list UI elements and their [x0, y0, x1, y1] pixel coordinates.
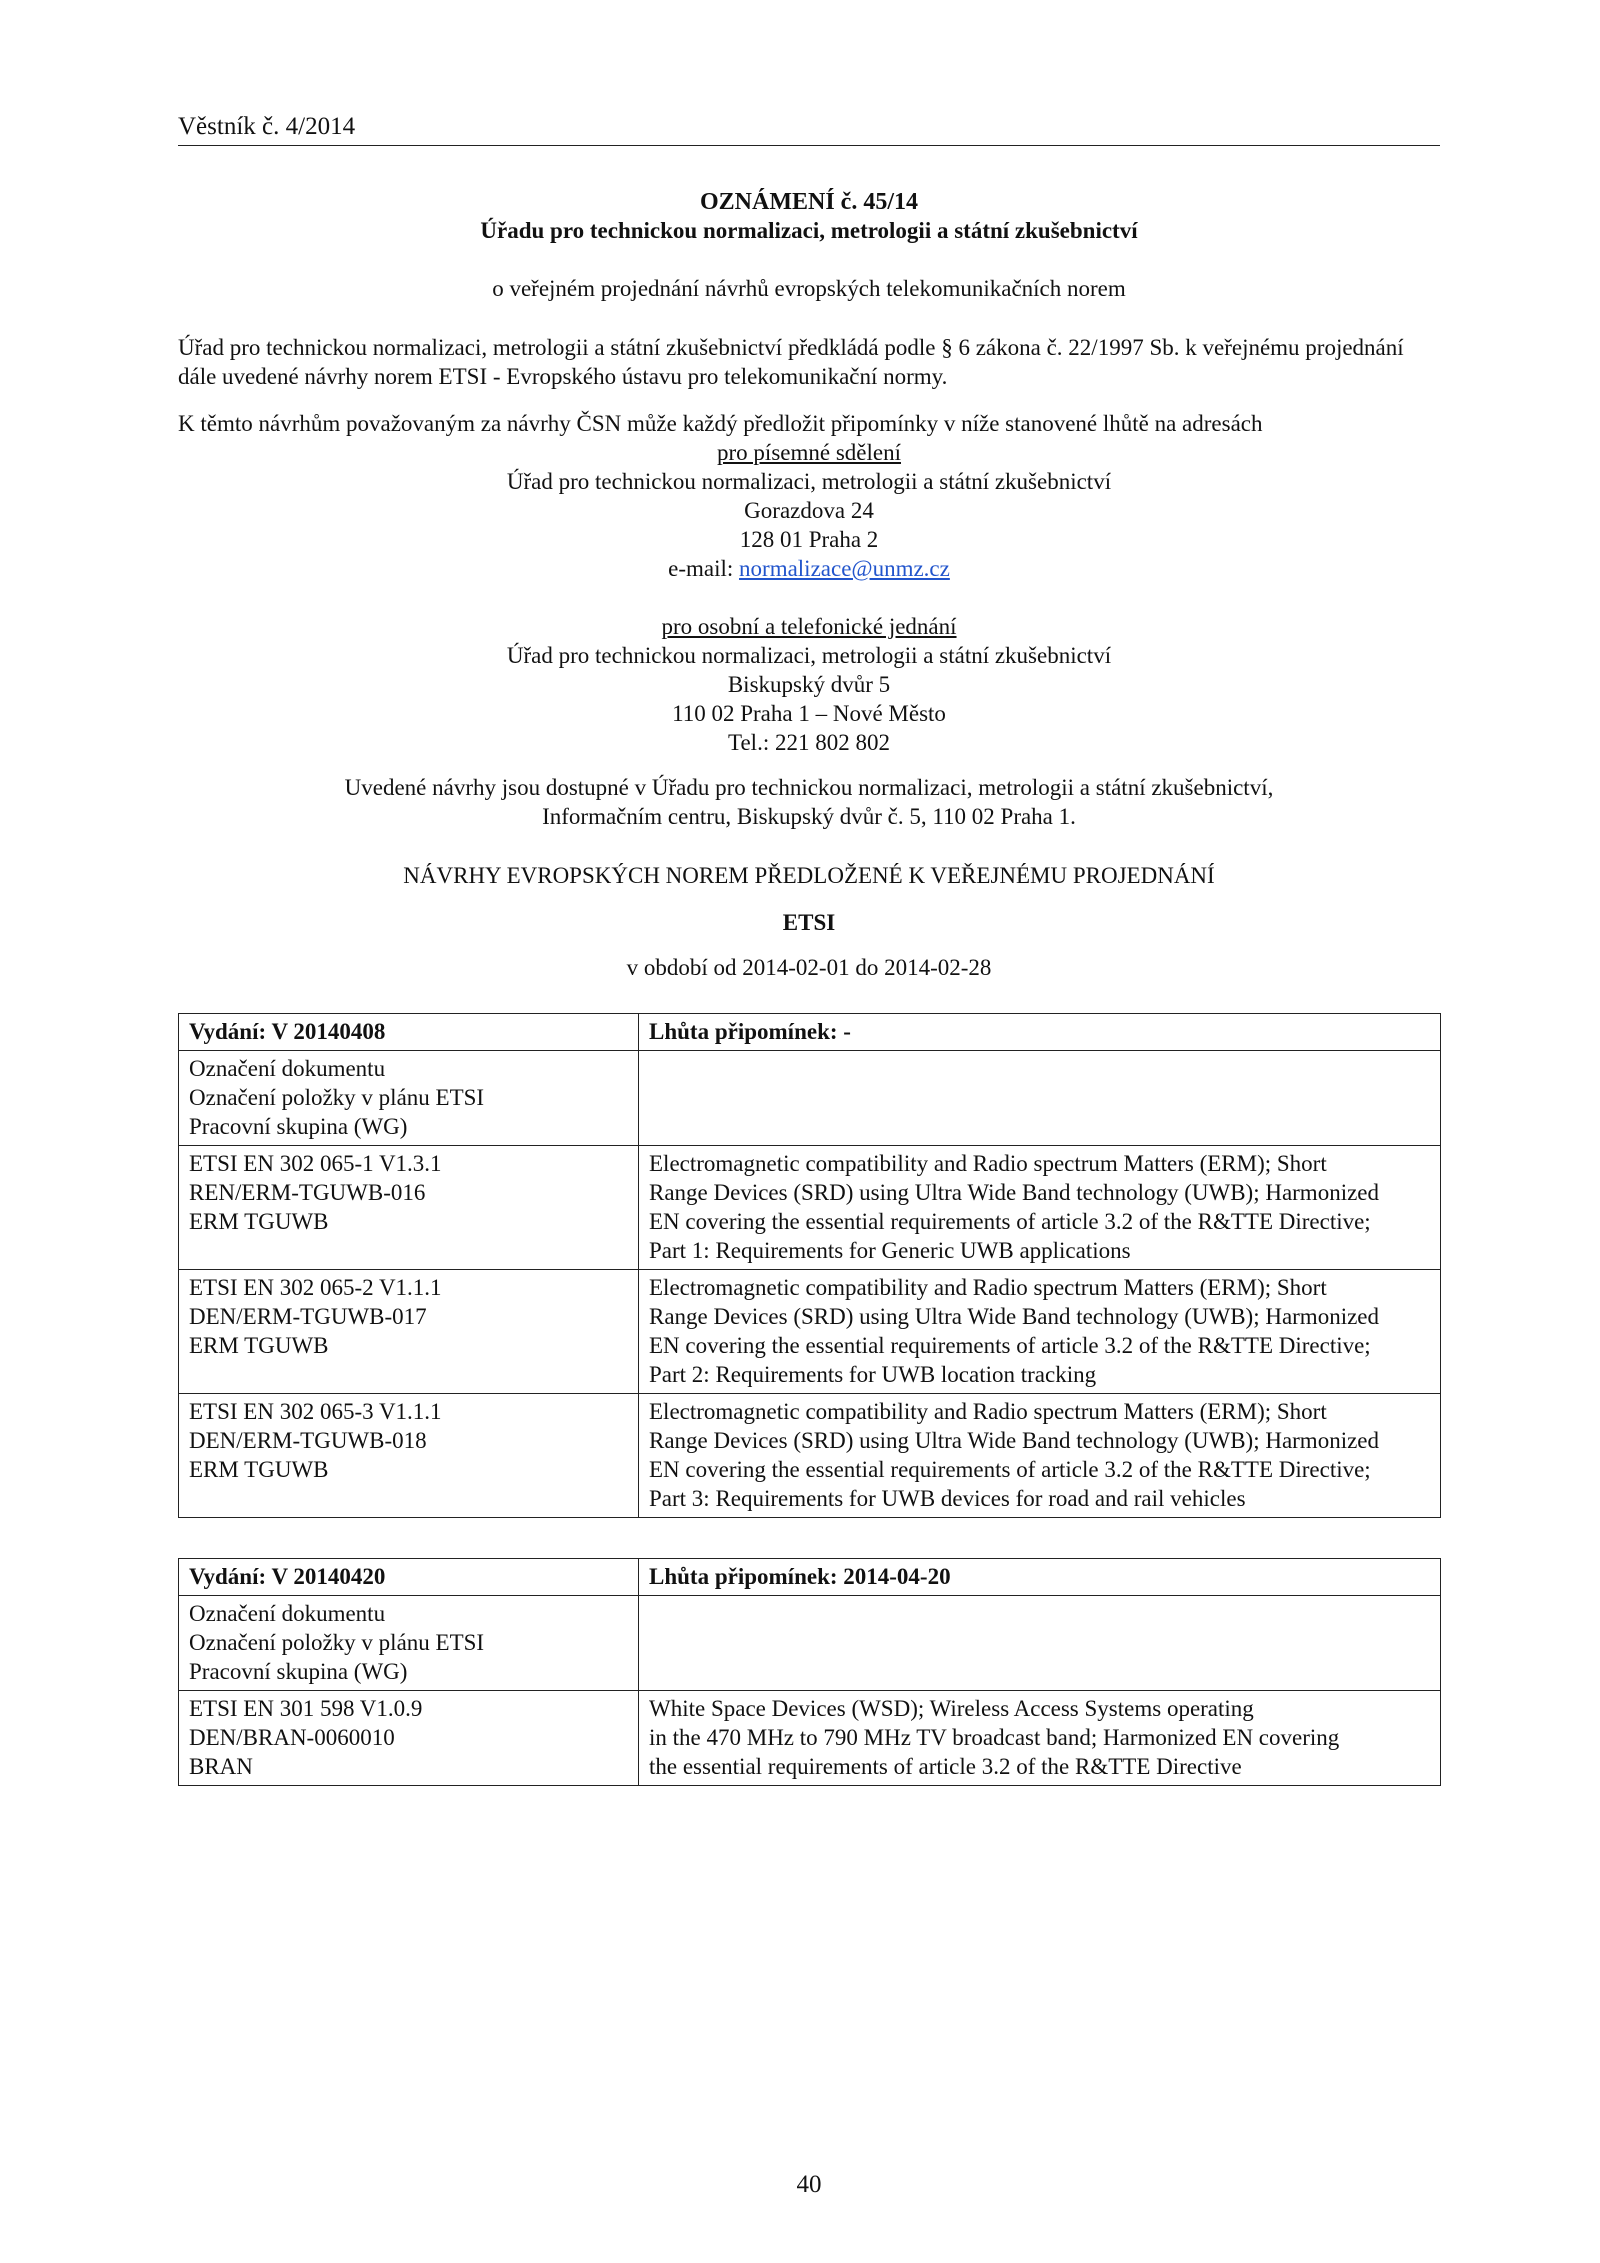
written-contact-city: 128 01 Praha 2	[739, 527, 879, 552]
document-number: ETSI EN 302 065-2 V1.1.1	[189, 1275, 442, 1300]
working-group: BRAN	[189, 1754, 253, 1779]
title-line: Range Devices (SRD) using Ultra Wide Band technology (UWB); Harmonized	[649, 1304, 1380, 1329]
legend-line: Označení položky v plánu ETSI	[189, 1630, 485, 1655]
availability-line: Informačním centru, Biskupský dvůr č. 5, 110 02 Praha 1.	[542, 804, 1076, 829]
written-contact-org: Úřad pro technickou normalizaci, metrologii a státní zkušebnictví	[506, 469, 1112, 494]
intro-line: Úřad pro technickou normalizaci, metrologii a státní zkušebnictví předkládá podle § 6 zákona č. 22/1997 Sb. k veřejnému projednání	[178, 335, 1404, 360]
organization-heading: ETSI	[782, 910, 836, 935]
legend-line: Označení položky v plánu ETSI	[189, 1085, 485, 1110]
personal-contact-block	[178, 612, 1440, 757]
running-head: Věstník č. 4/2014	[178, 112, 1440, 146]
work-item: DEN/BRAN-0060010	[189, 1725, 395, 1750]
work-item: DEN/ERM-TGUWB-017	[189, 1304, 427, 1329]
title-line: EN covering the essential requirements of article 3.2 of the R&TTE Directive;	[649, 1457, 1371, 1482]
announcement-title: OZNÁMENÍ č. 45/14	[700, 189, 918, 215]
document-title-cell	[639, 1394, 1441, 1518]
batch-header-row	[179, 1559, 1441, 1596]
document-title-cell	[639, 1146, 1441, 1270]
intro-line: dále uvedené návrhy norem ETSI - Evropského ústavu pro telekomunikační normy.	[178, 364, 948, 389]
batch-header-row	[179, 1014, 1441, 1051]
table-row	[179, 1270, 1441, 1394]
title-line: Part 2: Requirements for UWB location tracking	[649, 1362, 1097, 1387]
legend-empty-cell	[639, 1051, 1441, 1146]
document-title-cell	[639, 1691, 1441, 1786]
legend-line: Označení dokumentu	[189, 1601, 386, 1626]
legend-line: Pracovní skupina (WG)	[189, 1659, 408, 1684]
title-line: White Space Devices (WSD); Wireless Access Systems operating	[649, 1696, 1254, 1721]
document-id-cell	[179, 1394, 639, 1518]
document-number: ETSI EN 302 065-3 V1.1.1	[189, 1399, 442, 1424]
title-line: Range Devices (SRD) using Ultra Wide Band technology (UWB); Harmonized	[649, 1180, 1380, 1205]
document-id-cell	[179, 1146, 639, 1270]
legend-empty-cell	[639, 1596, 1441, 1691]
working-group: ERM TGUWB	[189, 1209, 329, 1234]
work-item: REN/ERM-TGUWB-016	[189, 1180, 426, 1205]
title-line: Part 3: Requirements for UWB devices for road and rail vehicles	[649, 1486, 1246, 1511]
working-group: ERM TGUWB	[189, 1333, 329, 1358]
personal-contact-org: Úřad pro technickou normalizaci, metrologii a státní zkušebnictví	[506, 643, 1112, 668]
table-row	[179, 1146, 1441, 1270]
availability-line: Uvedené návrhy jsou dostupné v Úřadu pro technickou normalizaci, metrologii a státní zkušebnictví,	[344, 775, 1274, 800]
working-group: ERM TGUWB	[189, 1457, 329, 1482]
written-contact-heading: pro písemné sdělení	[717, 440, 901, 465]
table-row	[179, 1691, 1441, 1786]
page-number: 40	[796, 2171, 822, 2198]
table-row	[179, 1394, 1441, 1518]
title-line: Part 1: Requirements for Generic UWB applications	[649, 1238, 1131, 1263]
title-line: Electromagnetic compatibility and Radio spectrum Matters (ERM); Short	[649, 1151, 1327, 1176]
period-line: v období od 2014-02-01 do 2014-02-28	[626, 955, 992, 980]
title-line: in the 470 MHz to 790 MHz TV broadcast band; Harmonized EN covering	[649, 1725, 1340, 1750]
written-contact-street: Gorazdova 24	[744, 498, 874, 523]
personal-contact-heading: pro osobní a telefonické jednání	[661, 614, 957, 639]
batch-table	[178, 1013, 1441, 1518]
availability-note	[178, 773, 1440, 831]
work-item: DEN/ERM-TGUWB-018	[189, 1428, 427, 1453]
issue-label: Vydání: V 20140420	[179, 1559, 639, 1596]
document-number: ETSI EN 302 065-1 V1.3.1	[189, 1151, 442, 1176]
email-link[interactable]: normalizace@unmz.cz	[739, 556, 950, 581]
section-heading: NÁVRHY EVROPSKÝCH NOREM PŘEDLOŽENÉ K VEŘEJNÉMU PROJEDNÁNÍ	[403, 863, 1215, 888]
deadline-label: Lhůta připomínek: 2014-04-20	[639, 1559, 1441, 1596]
batch-table	[178, 1558, 1441, 1786]
document-title-cell	[639, 1270, 1441, 1394]
title-line: Range Devices (SRD) using Ultra Wide Band technology (UWB); Harmonized	[649, 1428, 1380, 1453]
legend-line: Pracovní skupina (WG)	[189, 1114, 408, 1139]
issue-label: Vydání: V 20140408	[179, 1014, 639, 1051]
announcement-subject: o veřejném projednání návrhů evropských telekomunikačních norem	[492, 276, 1126, 301]
announcement-issuer: Úřadu pro technickou normalizaci, metrologii a státní zkušebnictví	[480, 218, 1138, 243]
document-id-cell	[179, 1691, 639, 1786]
document-number: ETSI EN 301 598 V1.0.9	[189, 1696, 423, 1721]
legend-cell	[179, 1596, 639, 1691]
written-contact-email-line	[178, 554, 1440, 583]
personal-contact-city: 110 02 Praha 1 – Nové Město	[672, 701, 946, 726]
title-line: EN covering the essential requirements of article 3.2 of the R&TTE Directive;	[649, 1333, 1371, 1358]
legend-row	[179, 1596, 1441, 1691]
title-line: the essential requirements of article 3.2 of the R&TTE Directive	[649, 1754, 1242, 1779]
comments-call: K těmto návrhům považovaným za návrhy ČSN může každý předložit připomínky v níže stanovené lhůtě na adresách	[178, 411, 1263, 436]
title-line: Electromagnetic compatibility and Radio spectrum Matters (ERM); Short	[649, 1275, 1327, 1300]
title-line: Electromagnetic compatibility and Radio spectrum Matters (ERM); Short	[649, 1399, 1327, 1424]
personal-contact-phone: Tel.: 221 802 802	[728, 730, 890, 755]
written-contact-block	[178, 438, 1440, 583]
deadline-label: Lhůta připomínek: -	[639, 1014, 1441, 1051]
document-id-cell	[179, 1270, 639, 1394]
legend-row	[179, 1051, 1441, 1146]
personal-contact-street: Biskupský dvůr 5	[727, 672, 891, 697]
intro-paragraph	[178, 333, 1440, 391]
legend-cell	[179, 1051, 639, 1146]
title-line: EN covering the essential requirements of article 3.2 of the R&TTE Directive;	[649, 1209, 1371, 1234]
legend-line: Označení dokumentu	[189, 1056, 386, 1081]
email-label: e-mail:	[668, 556, 740, 581]
